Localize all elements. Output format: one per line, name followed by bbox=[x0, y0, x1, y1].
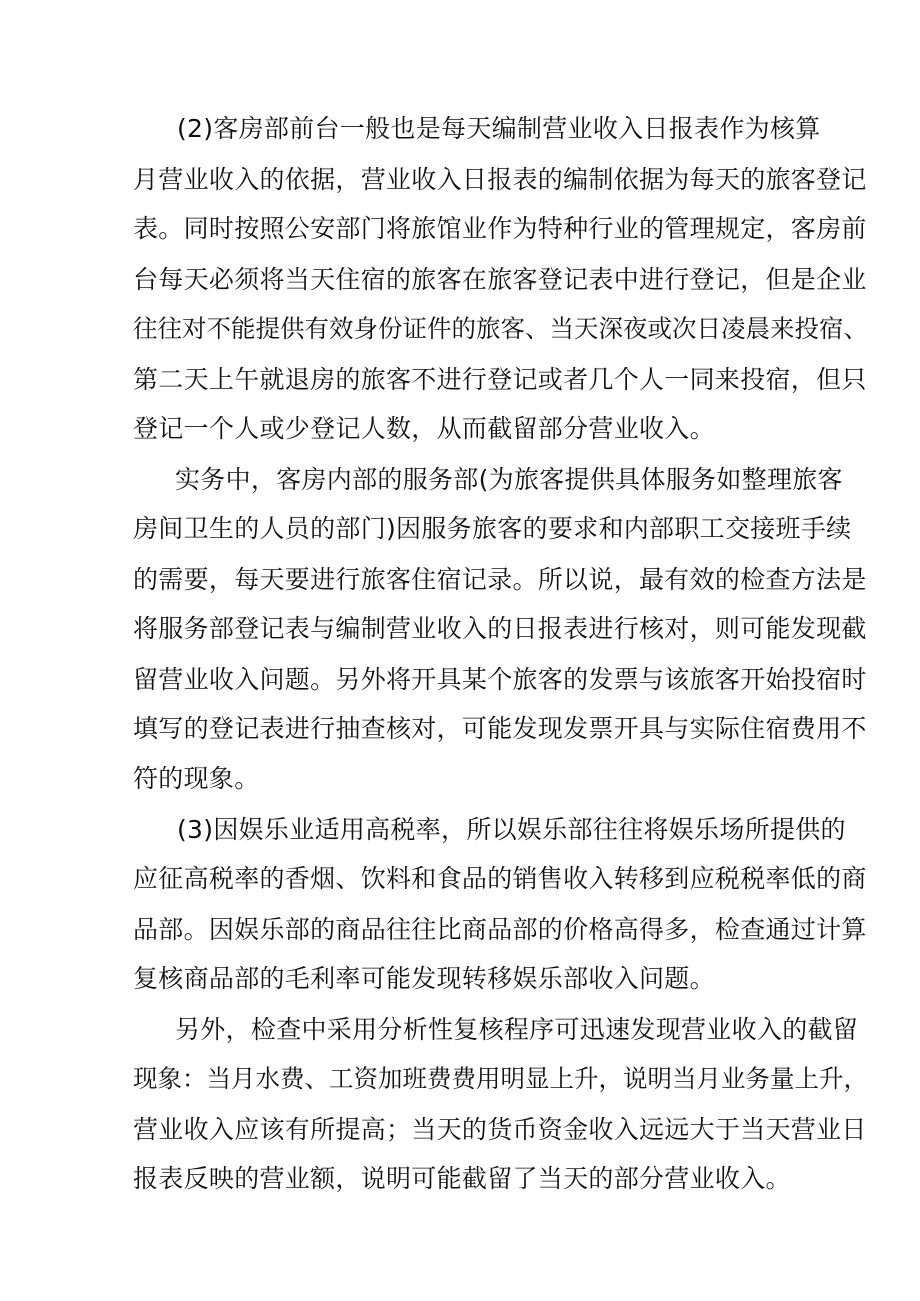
paragraph-4-line-2: 现象：当月水费、工资加班费费用明显上升，说明当月业务量上升， bbox=[133, 1064, 868, 1093]
paragraph-2-line-6: 填写的登记表进行抽查核对，可能发现发票开具与实际住宿费用不 bbox=[133, 714, 867, 743]
paragraph-4-line-3: 营业收入应该有所提高；当天的货币资金收入远远大于当天营业日 bbox=[133, 1115, 867, 1144]
paragraph-4-line-4: 报表反映的营业额，说明可能截留了当天的部分营业收入。 bbox=[133, 1164, 791, 1193]
paragraph-3-line-4: 复核商品部的毛利率可能发现转移娱乐部收入问题。 bbox=[133, 964, 715, 993]
paragraph-4-line-1: 另外，检查中采用分析性复核程序可迅速发现营业收入的截留 bbox=[175, 1015, 859, 1044]
paragraph-3-line-1: (3)因娱乐业适用高税率，所以娱乐部往往将娱乐场所提供的 bbox=[177, 815, 846, 844]
paragraph-2-line-1: 实务中，客房内部的服务部(为旅客提供具体服务如整理旅客 bbox=[175, 465, 843, 494]
paragraph-1-line-1: (2)客房部前台一般也是每天编制营业收入日报表作为核算 bbox=[177, 114, 821, 143]
paragraph-3-line-2: 应征高税率的香烟、饮料和食品的销售收入转移到应税税率低的商 bbox=[133, 864, 867, 893]
paragraph-1-line-5: 往往对不能提供有效身份证件的旅客、当天深夜或次日凌晨来投宿、 bbox=[133, 314, 868, 343]
paragraph-1-line-2: 月营业收入的依据，营业收入日报表的编制依据为每天的旅客登记 bbox=[133, 165, 867, 194]
paragraph-2-line-4: 将服务部登记表与编制营业收入的日报表进行核对，则可能发现截 bbox=[133, 614, 867, 643]
paragraph-1-line-3: 表。同时按照公安部门将旅馆业作为特种行业的管理规定，客房前 bbox=[133, 214, 867, 243]
paragraph-2-line-3: 的需要，每天要进行旅客住宿记录。所以说，最有效的检查方法是 bbox=[133, 565, 867, 594]
paragraph-1-line-4: 台每天必须将当天住宿的旅客在旅客登记表中进行登记，但是企业 bbox=[133, 265, 867, 294]
paragraph-1-line-7: 登记一个人或少登记人数，从而截留部分营业收入。 bbox=[133, 414, 715, 443]
paragraph-1-line-6: 第二天上午就退房的旅客不进行登记或者几个人一同来投宿，但只 bbox=[133, 365, 867, 394]
paragraph-2-line-2: 房间卫生的人员的部门)因服务旅客的要求和内部职工交接班手续 bbox=[133, 514, 852, 543]
paragraph-2-line-7: 符的现象。 bbox=[133, 764, 260, 793]
paragraph-2-line-5: 留营业收入问题。另外将开具某个旅客的发票与该旅客开始投宿时 bbox=[133, 665, 867, 694]
paragraph-3-line-3: 品部。因娱乐部的商品往往比商品部的价格高得多，检查通过计算 bbox=[133, 915, 867, 944]
